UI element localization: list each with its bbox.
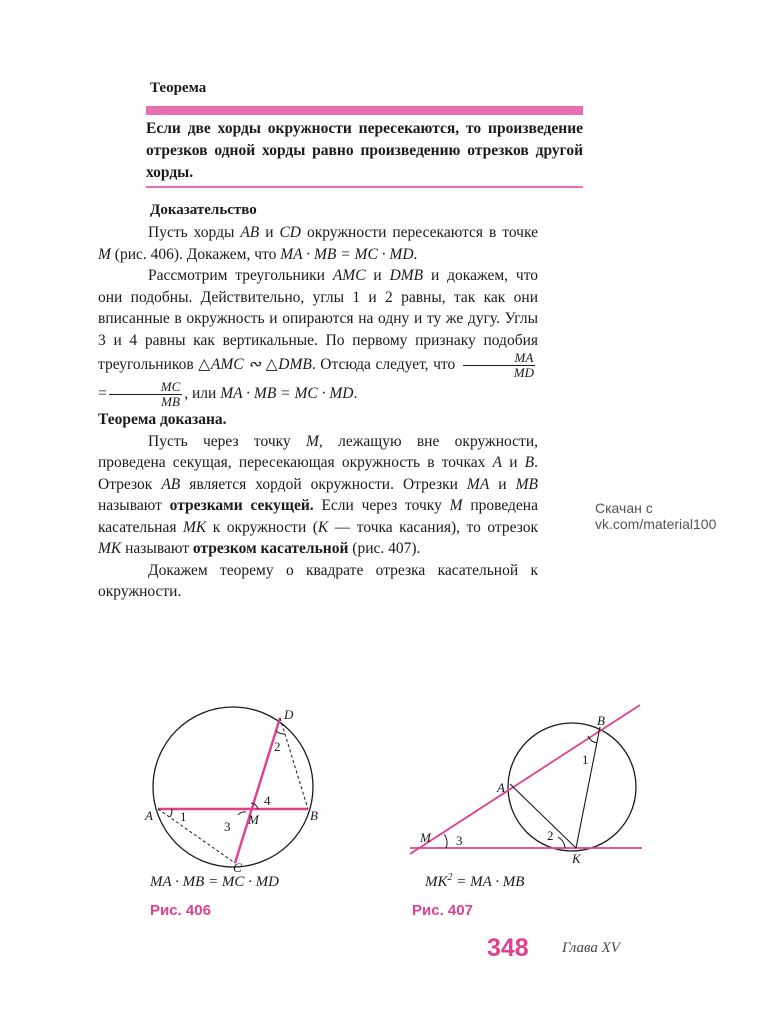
label-m: M: [248, 812, 259, 827]
label-c: C: [233, 860, 242, 875]
label-b: B: [310, 808, 318, 823]
label-b: B: [597, 713, 605, 728]
circle: [153, 707, 313, 867]
label-m: M: [420, 830, 431, 845]
segment-ak: [510, 784, 576, 848]
angle-3-mark: [444, 834, 447, 848]
fraction-ma-md: $\frac{MA}{MD}$: [462, 351, 536, 380]
proof-title: Доказательство: [150, 202, 257, 218]
proof-body: [98, 222, 538, 603]
label-3: 3: [224, 819, 231, 834]
chapter-label: Глава XV: [562, 940, 620, 956]
label-1: 1: [582, 752, 589, 767]
fraction-mc-mb: $\frac{MC}{MB}$: [109, 380, 183, 409]
term-secant-segments: отрезками секущей.: [169, 497, 314, 514]
fig407-caption: Рис. 407: [412, 902, 473, 919]
circle: [508, 723, 636, 851]
theorem-bottom-line: [146, 186, 583, 188]
secant-paragraph: Пусть через точку M, лежащую вне окружности, проведена секущая, пересекающая окружность в точках A и B. Отрезок AB является хордой окружности. Отрезки MA и MB называют отрезками секущей. Если через точку M проведена касательная MK к окружности (K — точка касания), то отрезок MK называют отрезком касательной (рис. 407).: [98, 432, 539, 557]
label-3: 3: [456, 833, 463, 848]
label-1: 1: [180, 809, 187, 824]
proof-done: Теорема доказана.: [98, 411, 227, 428]
theorem-top-bar: [146, 106, 583, 115]
theorem-title: Теорема: [150, 80, 207, 96]
angle-3-mark: [238, 812, 246, 815]
watermark: Скачан с vk.com/material100: [595, 500, 717, 532]
theorem-statement: Если две хорды окружности пересекаются, то произведение отрезков одной хорды равно произведению отрезков другой хорды.: [146, 120, 583, 181]
label-2: 2: [274, 739, 281, 754]
figure-407: [400, 700, 650, 875]
proof-paragraph-1: Пусть хорды AB и CD окружности пересекаются в точке M (рис. 406). Докажем, что MA · MB = MC · MD.: [98, 224, 538, 263]
label-d: D: [284, 707, 294, 722]
term-tangent-segment: отрезком касательной: [192, 540, 349, 557]
secant-line: [410, 705, 640, 854]
next-theorem-intro: Докажем теорему о квадрате отрезка касательной к окружности.: [98, 561, 538, 600]
angle-1-mark: [170, 809, 172, 817]
label-k: K: [572, 851, 581, 866]
label-a: A: [497, 780, 505, 795]
label-a: A: [145, 808, 153, 823]
angle-2-mark: [558, 837, 565, 848]
fig406-formula: MA · MB = MC · MD: [150, 874, 279, 890]
segment-db: [280, 718, 308, 809]
page-number: 348: [487, 934, 529, 962]
fig407-formula: $MK^2$ = MA · MB: [425, 872, 525, 890]
label-4: 4: [264, 793, 271, 808]
figure-406: [140, 700, 340, 875]
proof-paragraph-2: Рассмотрим треугольники AMC и DMB и докажем, что они подобны. Действительно, углы 1 и 2 равны, так как они вписанные в окружность и опираются на одну и ту же дугу. Углы 3 и 4 равны как вертикальные. По первому признаку подобия треугольников △AMC ∾ △DMB. Отсюда следует, что $\frac{MA}{MD}$ = $\frac{MC}{MB}$ , или MA · MB = MC · MD.: [98, 267, 539, 409]
label-2: 2: [547, 828, 554, 843]
fig406-caption: Рис. 406: [150, 902, 211, 919]
